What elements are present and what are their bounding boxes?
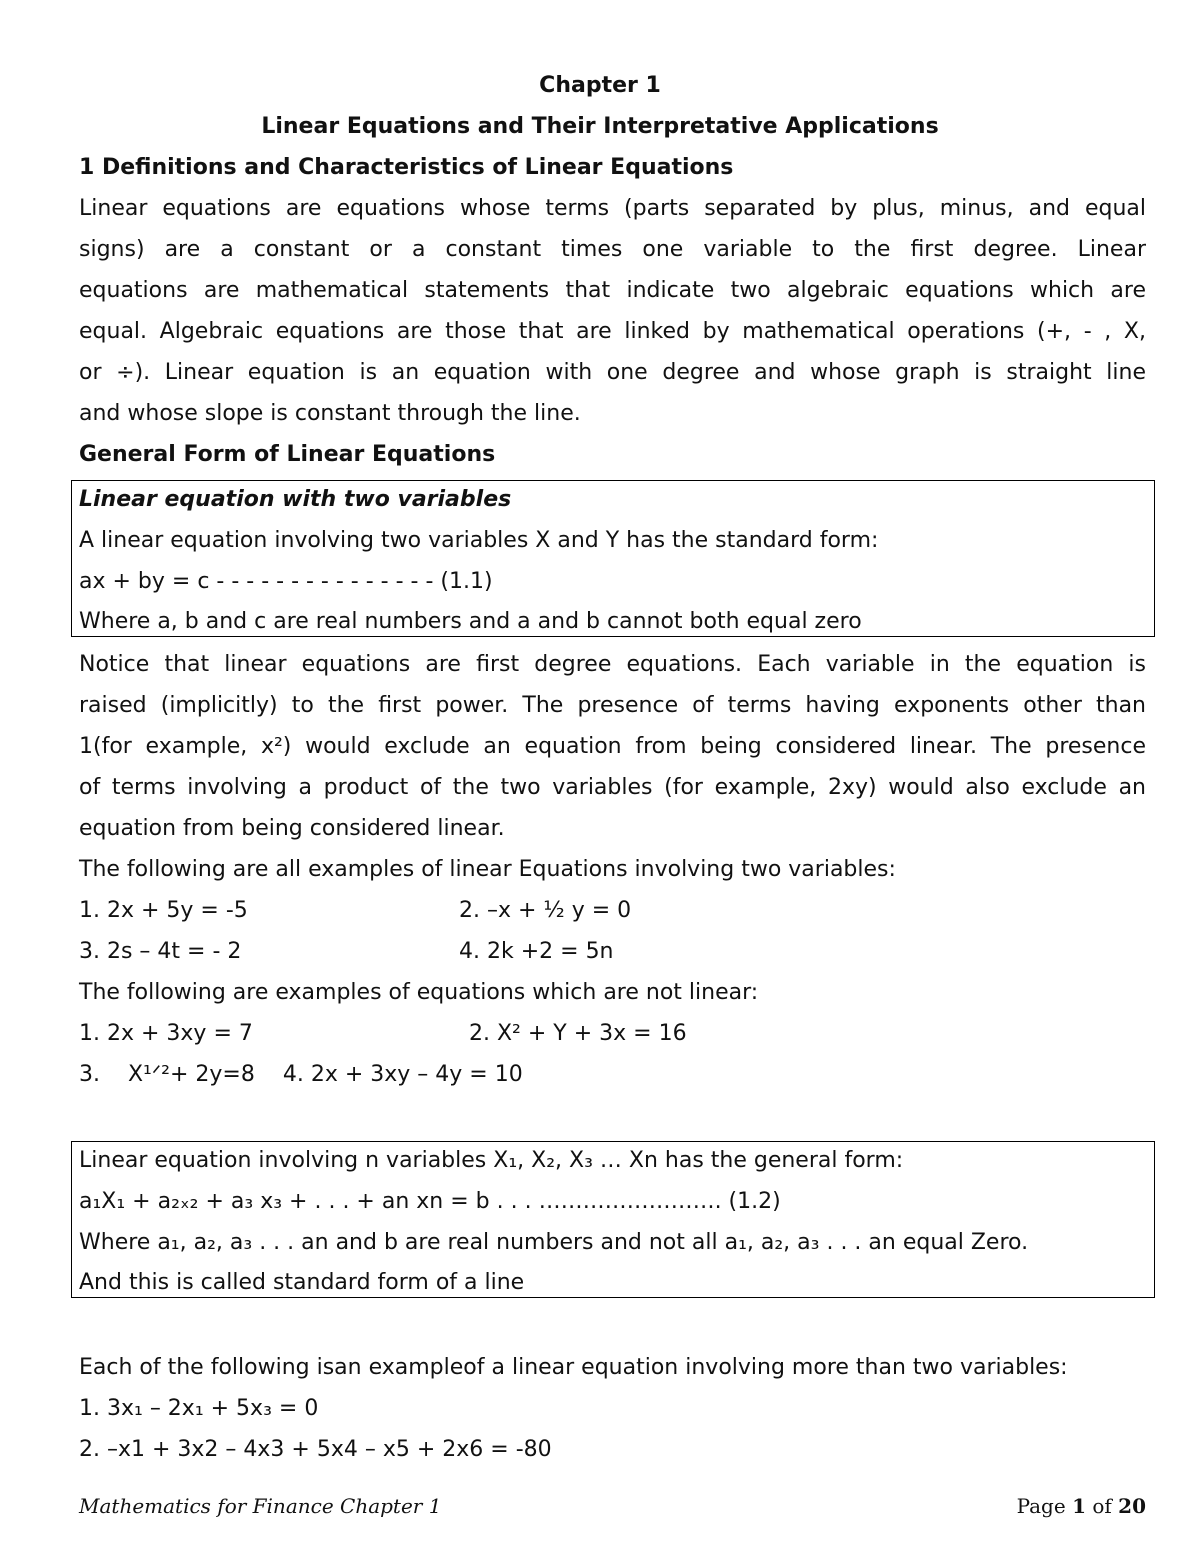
- box-line: A linear equation involving two variables X and Y has the standard form:: [79, 528, 879, 553]
- box-line: Where a, b and c are real numbers and a and b cannot both equal zero: [79, 609, 862, 634]
- box-line: And this is called standard form of a line: [79, 1270, 525, 1295]
- nonlinear-intro: The following are examples of equations which are not linear:: [79, 980, 759, 1005]
- chapter-heading: Chapter 1: [539, 73, 661, 98]
- page-number: 1: [1072, 1494, 1086, 1518]
- paragraph-line: 1(for example, x²) would exclude an equation from being considered linear. The presence: [79, 734, 1146, 759]
- paragraph-line: Linear equations are equations whose terms (parts separated by plus, minus, and equal: [79, 196, 1146, 221]
- multi-example-1: 1. 3x₁ – 2x₁ + 5x₃ = 0: [79, 1396, 319, 1421]
- paragraph-line: equations are mathematical statements that indicate two algebraic equations which are: [79, 278, 1146, 303]
- paragraph-line: of terms involving a product of the two variables (for example, 2xy) would also exclude an: [79, 775, 1146, 800]
- paragraph-line: and whose slope is constant through the line.: [79, 401, 581, 426]
- box-line: Where a₁, a₂, a₃ . . . an and b are real numbers and not all a₁, a₂, a₃ . . . an equal Zero.: [79, 1230, 1029, 1255]
- paragraph-line: signs) are a constant or a constant times one variable to the first degree. Linear: [79, 237, 1146, 262]
- paragraph-line: raised (implicitly) to the first power. The presence of terms having exponents other than: [79, 693, 1146, 718]
- definition-box-two-variables: [71, 480, 1155, 637]
- linear-example-4: 4. 2k +2 = 5n: [459, 939, 614, 964]
- total-pages: 20: [1118, 1494, 1146, 1518]
- box-title: Linear equation with two variables: [79, 487, 512, 512]
- examples-intro: The following are all examples of linear Equations involving two variables:: [79, 857, 896, 882]
- definition-box-n-variables: [71, 1141, 1155, 1298]
- linear-example-3: 3. 2s – 4t = - 2: [79, 939, 242, 964]
- of-label: of: [1092, 1494, 1112, 1518]
- linear-example-1: 1. 2x + 5y = -5: [79, 898, 248, 923]
- paragraph-line: equal. Algebraic equations are those that are linked by mathematical operations (+, - , X,: [79, 319, 1146, 344]
- page-indicator: [1017, 1492, 1146, 1520]
- footer-title: Mathematics for Finance Chapter 1: [79, 1494, 442, 1518]
- multi-example-2: 2. –x1 + 3x2 – 4x3 + 5x4 – x5 + 2x6 = -80: [79, 1437, 552, 1462]
- section-heading: 1 Definitions and Characteristics of Linear Equations: [79, 155, 734, 180]
- equation-1-2: a₁X₁ + a₂ₓ₂ + a₃ x₃ + . . . + an xn = b . . . ……………………. (1.2): [79, 1189, 781, 1214]
- equation-1-1: ax + by = c - - - - - - - - - - - - - - - (1.1): [79, 569, 493, 594]
- example-row: [79, 890, 1146, 931]
- nonlinear-example-3-4: 3. X¹ᐟ²+ 2y=8 4. 2x + 3xy – 4y = 10: [79, 1062, 523, 1087]
- chapter-title: Linear Equations and Their Interpretative Applications: [261, 114, 939, 139]
- example-row: [79, 931, 1146, 972]
- linear-example-2: 2. –x + ½ y = 0: [459, 898, 632, 923]
- multi-examples-intro: Each of the following isan exampleof a linear equation involving more than two variables:: [79, 1355, 1068, 1380]
- subsection-heading: General Form of Linear Equations: [79, 442, 496, 467]
- paragraph-line: equation from being considered linear.: [79, 816, 505, 841]
- page-label: Page: [1016, 1494, 1066, 1518]
- box-line: Linear equation involving n variables X₁, X₂, X₃ … Xn has the general form:: [79, 1148, 904, 1173]
- paragraph-line: or ÷). Linear equation is an equation with one degree and whose graph is straight line: [79, 360, 1146, 385]
- nonlinear-example-2: 2. X² + Y + 3x = 16: [469, 1021, 687, 1046]
- example-row: [79, 1013, 1146, 1054]
- paragraph-line: Notice that linear equations are first degree equations. Each variable in the equation is: [79, 652, 1146, 677]
- nonlinear-example-1: 1. 2x + 3xy = 7: [79, 1021, 253, 1046]
